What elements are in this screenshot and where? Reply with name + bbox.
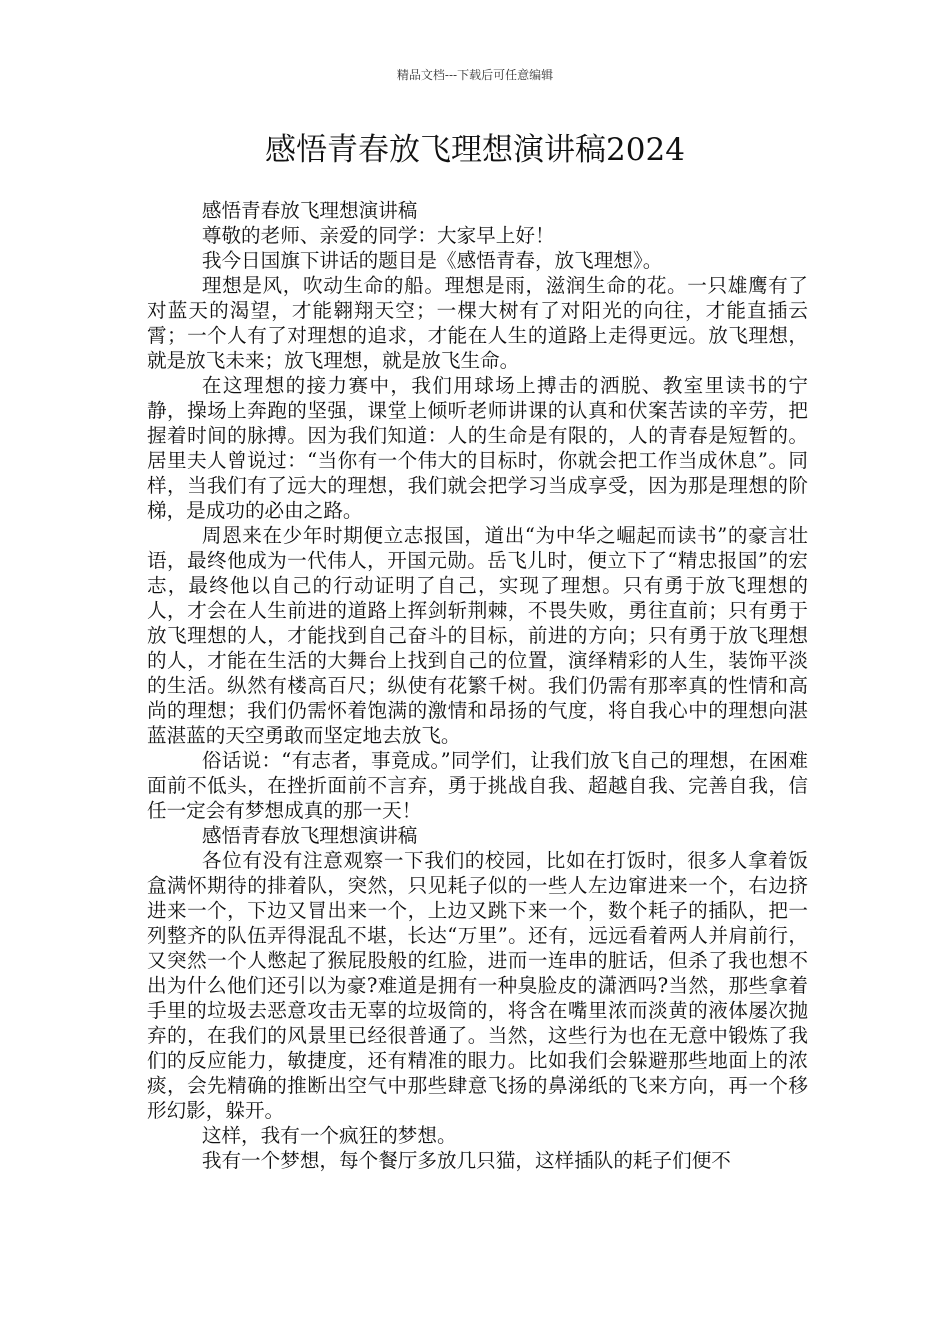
paragraph: 俗话说：“有志者，事竟成。”同学们，让我们放飞自己的理想，在困难面前不低头，在挫折面前不言弃，勇于挑战自我、超越自我、完善自我，信任一定会有梦想成真的那一天！ bbox=[147, 749, 808, 822]
paragraph: 感悟青春放飞理想演讲稿 bbox=[201, 199, 418, 222]
paragraph: 感悟青春放飞理想演讲稿 bbox=[201, 824, 418, 847]
paragraph: 我今日国旗下讲话的题目是《感悟青春，放飞理想》。 bbox=[201, 249, 663, 272]
paragraph: 我有一个梦想，每个餐厅多放几只猫，这样插队的耗子们便不 bbox=[201, 1149, 731, 1172]
document-title: 感悟青春放飞理想演讲稿2024 bbox=[265, 132, 685, 168]
paragraph: 各位有没有注意观察一下我们的校园，比如在打饭时，很多人拿着饭盒满怀期待的排着队，突然，只见耗子似的一些人左边窜进来一个，右边挤进来一个，下边又冒出来一个，上边又跳下来一个，数个耗子的插队，把一列整齐的队伍弄得混乱不堪，长达“万里”。还有，远远看着两人并肩前行，又突然一个人憋起了猴屁股般的红脸，进而一连串的脏话，但杀了我也想不出为什么他们还引以为豪?难道是拥有一种臭脸皮的潇洒吗?当然，那些拿着手里的垃圾去恶意攻击无辜的垃圾筒的，将含在嘴里浓而淡黄的液体屡次抛弃的，在我们的风景里已经很普通了。当然，这些行为也在无意中锻炼了我们的反应能力，敏捷度，还有精准的眼力。比如我们会躲避那些地面上的浓痰，会先精确的推断出空气中那些肆意飞扬的鼻涕纸的飞来方向，再一个移形幻影，躲开。 bbox=[147, 849, 808, 1122]
paragraph: 这样，我有一个疯狂的梦想。 bbox=[201, 1124, 457, 1147]
paragraph: 在这理想的接力赛中，我们用球场上搏击的洒脱、教室里读书的宁静，操场上奔跑的坚强，课堂上倾听老师讲课的认真和伏案苦读的辛劳，把握着时间的脉搏。因为我们知道：人的生命是有限的，人的青春是短暂的。居里夫人曾说过：“当你有一个伟大的目标时，你就会把工作当成休息”。同样，当我们有了远大的理想，我们就会把学习当成享受，因为那是理想的阶梯，是成功的必由之路。 bbox=[147, 374, 808, 522]
paragraph: 周恩来在少年时期便立志报国，道出“为中华之崛起而读书”的豪言壮语，最终他成为一代伟人，开国元勋。岳飞儿时，便立下了“精忠报国”的宏志，最终他以自己的行动证明了自己，实现了理想。只有勇于放飞理想的人，才会在人生前进的道路上挥剑斩荆棘，不畏失败，勇往直前；只有勇于放飞理想的人，才能找到自己奋斗的目标，前进的方向；只有勇于放飞理想的人，才能在生活的大舞台上找到自己的位置，演绎精彩的人生，装饰平淡的生活。纵然有楼高百尺；纵使有花繁千树。我们仍需有那率真的性情和高尚的理想；我们仍需怀着饱满的激情和昂扬的气度，将自我心中的理想向湛蓝湛蓝的天空勇敢而坚定地去放飞。 bbox=[147, 524, 808, 747]
document-body bbox=[147, 198, 808, 1173]
page-header: 精品文档---下载后可任意编辑 bbox=[396, 68, 554, 82]
paragraph: 理想是风，吹动生命的船。理想是雨，滋润生命的花。一只雄鹰有了对蓝天的渴望，才能翱翔天空；一棵大树有了对阳光的向往，才能直插云霄；一个人有了对理想的追求，才能在人生的道路上走得更远。放飞理想，就是放飞未来；放飞理想，就是放飞生命。 bbox=[147, 274, 808, 372]
paragraph: 尊敬的老师、亲爱的同学：大家早上好！ bbox=[201, 224, 555, 247]
